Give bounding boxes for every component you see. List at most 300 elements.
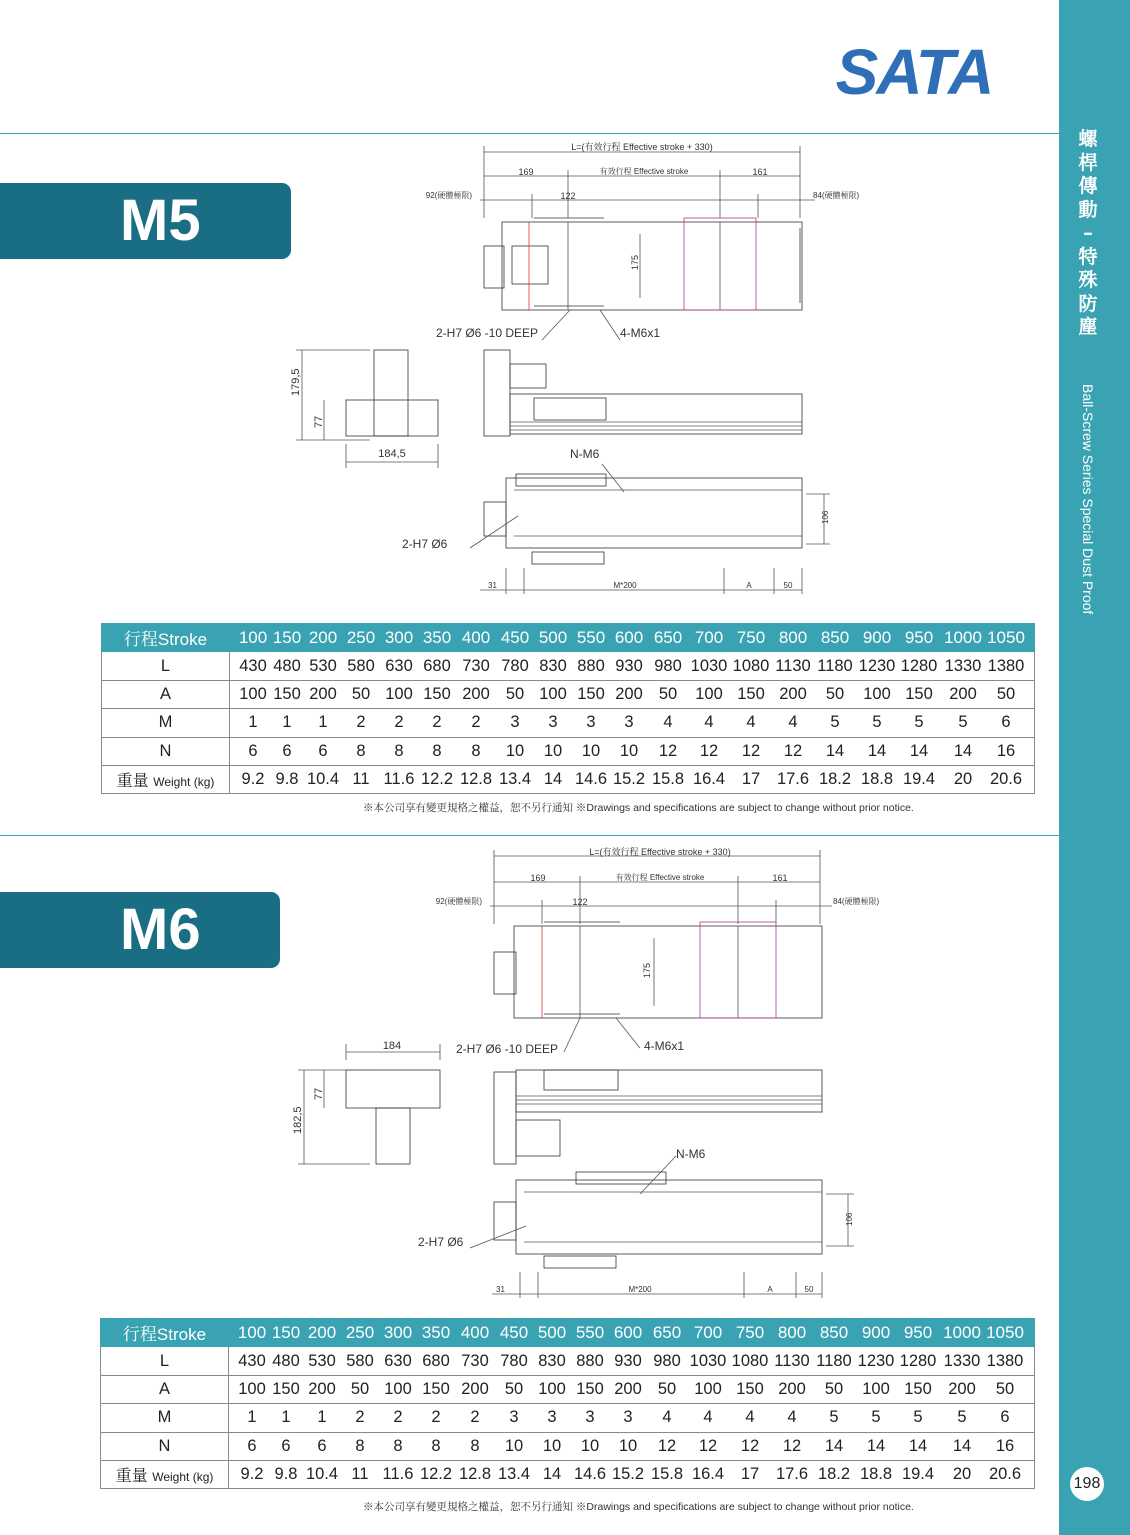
spec-cell: 1230 [857, 1351, 895, 1370]
spec-row-label: M [102, 709, 230, 737]
spec-cell: 3 [586, 713, 596, 732]
spec-cell: 6 [317, 1436, 327, 1455]
spec-cell: 200 [948, 1379, 976, 1398]
spec-cell: 20 [953, 770, 973, 789]
spec-cell: 12 [657, 1436, 677, 1455]
spec-cell: 400 [460, 1322, 490, 1342]
m5-dim-175: 175 [630, 254, 640, 270]
spec-row-weight [101, 1460, 1035, 1488]
spec-row-values [230, 680, 1035, 708]
stroke-label-en: Stroke [157, 630, 208, 650]
spec-row-label [102, 765, 230, 793]
spec-cell: 150 [273, 684, 301, 703]
m6-dim-m200: M*200 [628, 1285, 652, 1294]
spec-cell: 14.6 [574, 770, 608, 789]
spec-cell: 3 [585, 1408, 595, 1427]
spec-cell: 9.2 [241, 770, 265, 789]
spec-cell: 930 [614, 1351, 642, 1370]
spec-cell: 12.2 [420, 770, 454, 789]
spec-cell: 6 [248, 741, 258, 760]
spec-row-values [230, 709, 1035, 737]
spec-cell: 1130 [774, 1351, 810, 1370]
spec-cell: 19.4 [902, 770, 936, 789]
spec-cell: 16.4 [691, 1465, 725, 1484]
spec-cell: 100 [695, 684, 723, 703]
spec-row-m [101, 1404, 1035, 1432]
m6-overall-length-label: L=(有效行程 Effective stroke + 330) [589, 847, 731, 857]
spec-cell: 3 [510, 713, 520, 732]
spec-cell: 200 [949, 684, 977, 703]
spec-cell: 18.2 [817, 1465, 851, 1484]
spec-cell: 930 [615, 656, 643, 675]
spec-cell: 50 [657, 1379, 677, 1398]
sidebar-cn-char: 傳 [1078, 175, 1098, 197]
spec-cell: 12.2 [419, 1465, 453, 1484]
spec-cell: 5 [958, 713, 968, 732]
spec-cell: 14 [953, 741, 973, 760]
spec-row-n [101, 1432, 1035, 1460]
spec-cell: 10 [581, 741, 601, 760]
m6-spec-table [100, 1318, 1035, 1489]
spec-cell: 12 [782, 1436, 802, 1455]
spec-cell: 980 [653, 1351, 681, 1370]
spec-cell: 50 [504, 1379, 524, 1398]
spec-cell: 1380 [987, 656, 1025, 675]
spec-cell: 2 [470, 1408, 480, 1427]
spec-cell: 1 [281, 1408, 291, 1427]
spec-cell: 1030 [689, 1351, 727, 1370]
spec-cell: 8 [431, 1436, 441, 1455]
spec-cell: 14 [542, 1465, 562, 1484]
spec-cell: 12 [658, 741, 678, 760]
m6-notice: ※本公司享有變更規格之權益，恕不另行通知 ※Drawings and specifications are subject to change without prior notice. [363, 1501, 914, 1513]
spec-cell: 14 [866, 1436, 886, 1455]
spec-cell: 15.8 [650, 1465, 684, 1484]
section-divider-middle [0, 835, 1059, 836]
m6-n-holes-label: N-M6 [676, 1147, 706, 1161]
spec-cell: 2 [356, 713, 366, 732]
spec-cell: 300 [383, 1322, 413, 1342]
m5-dim-169: 169 [518, 167, 534, 177]
m6-pin-hole-label: 2-H7 Ø6 [418, 1235, 464, 1249]
spec-row-values [230, 652, 1035, 680]
m5-hard-limit-left: 92(硬體極限) [425, 191, 472, 200]
sidebar-cn-char: 桿 [1078, 151, 1098, 174]
spec-cell: 6 [282, 741, 292, 760]
spec-cell: 14 [908, 1436, 928, 1455]
spec-row-label: L [101, 1347, 229, 1375]
m5-overall-length-label: L=(有效行程 Effective stroke + 330) [571, 142, 713, 152]
spec-cell: 14 [867, 741, 887, 760]
spec-cell: 100 [237, 1322, 267, 1342]
spec-cell: 50 [658, 684, 678, 703]
spec-cell: 8 [393, 1436, 403, 1455]
m6-tap-holes-label: 4-M6x1 [644, 1039, 685, 1053]
spec-cell: 830 [539, 656, 567, 675]
spec-cell: 3 [509, 1408, 519, 1427]
spec-cell: 980 [654, 656, 682, 675]
spec-cell: 8 [356, 741, 366, 760]
spec-cell: 830 [538, 1351, 566, 1370]
spec-cell: 50 [351, 684, 371, 703]
m5-technical-drawing [280, 138, 880, 598]
m6-dim-169: 169 [530, 873, 546, 883]
spec-cell: 700 [694, 627, 724, 647]
spec-cell: 150 [271, 1322, 301, 1342]
spec-cell: 20 [952, 1465, 972, 1484]
spec-cell: 1330 [943, 1351, 981, 1370]
spec-cell: 200 [462, 684, 490, 703]
spec-cell: 8 [432, 741, 442, 760]
weight-label-en: Weight (kg) [153, 775, 215, 790]
spec-row-values [230, 624, 1035, 652]
spec-cell: 200 [778, 1379, 806, 1398]
spec-cell: 16.4 [692, 770, 726, 789]
spec-cell: 10 [619, 741, 639, 760]
spec-row-a [102, 680, 1035, 708]
m5-tap-holes-label: 4-M6x1 [620, 326, 661, 340]
spec-row-weight [102, 765, 1035, 793]
sidebar-cn-char: 螺 [1078, 128, 1098, 150]
spec-cell: 150 [576, 1379, 604, 1398]
spec-cell: 5 [913, 1408, 923, 1427]
m6-width-end: 184 [382, 1040, 402, 1052]
spec-cell: 480 [273, 656, 301, 675]
spec-cell: 650 [653, 627, 683, 647]
spec-cell: 1080 [731, 1351, 769, 1370]
spec-cell: 11.6 [383, 770, 415, 789]
spec-cell: 12 [698, 1436, 718, 1455]
spec-cell: 10 [505, 741, 525, 760]
spec-row-values [229, 1460, 1035, 1488]
stroke-label-cn: 行程 [123, 630, 158, 650]
spec-cell: 950 [904, 627, 934, 647]
m6-height-77: 77 [313, 1087, 325, 1100]
m5-dim-122: 122 [560, 191, 576, 201]
m5-notice: ※本公司享有變更規格之權益，恕不另行通知 ※Drawings and specifications are subject to change without prior notice. [363, 802, 914, 814]
stroke-label-en: Stroke [156, 1325, 207, 1345]
spec-cell: 1 [247, 1408, 257, 1427]
spec-cell: 500 [537, 1322, 567, 1342]
spec-cell: 850 [820, 627, 850, 647]
spec-cell: 2 [432, 713, 442, 732]
spec-cell: 14 [824, 1436, 844, 1455]
spec-cell: 630 [385, 656, 413, 675]
spec-cell: 9.8 [275, 770, 299, 789]
spec-cell: 600 [614, 627, 644, 647]
spec-row-label [101, 1460, 229, 1488]
spec-cell: 50 [825, 684, 845, 703]
spec-cell: 1280 [899, 1351, 937, 1370]
m5-spec-table [101, 623, 1035, 794]
sidebar-cn-char: 殊 [1078, 269, 1098, 291]
spec-cell: 19.4 [901, 1465, 935, 1484]
model-tab-m5: M5 [0, 183, 291, 259]
spec-cell: 800 [777, 1322, 807, 1342]
spec-cell: 10 [543, 741, 563, 760]
spec-cell: 1050 [987, 627, 1025, 647]
spec-cell: 4 [703, 1408, 713, 1427]
spec-row-label: A [101, 1375, 229, 1403]
spec-cell: 200 [461, 1379, 489, 1398]
svg-text:SATA: SATA [835, 38, 993, 100]
spec-cell: 800 [778, 627, 808, 647]
spec-cell: 17.6 [776, 770, 810, 789]
spec-cell: 10 [580, 1436, 600, 1455]
spec-cell: 8 [470, 1436, 480, 1455]
m5-n-holes-label: N-M6 [570, 447, 600, 461]
sidebar-cn-char: 防 [1078, 292, 1098, 315]
m5-dim-106: 106 [821, 510, 830, 524]
spec-cell: 880 [577, 656, 605, 675]
spec-cell: 100 [538, 1379, 566, 1398]
spec-row-values [229, 1347, 1035, 1375]
weight-label-en: Weight (kg) [152, 1470, 214, 1485]
spec-cell: 480 [272, 1351, 300, 1370]
spec-cell: 5 [914, 713, 924, 732]
spec-cell: 950 [903, 1322, 933, 1342]
spec-cell: 1030 [690, 656, 728, 675]
spec-row-values [230, 737, 1035, 765]
spec-cell: 5 [872, 713, 882, 732]
spec-row-m [102, 709, 1035, 737]
spec-cell: 6 [281, 1436, 291, 1455]
spec-cell: 18.8 [859, 1465, 893, 1484]
spec-cell: 11.6 [382, 1465, 414, 1484]
spec-row-values [229, 1432, 1035, 1460]
spec-cell: 11 [352, 770, 370, 789]
spec-cell: 5 [957, 1408, 967, 1427]
spec-cell: 16 [995, 1436, 1015, 1455]
m6-technical-drawing [280, 842, 880, 1302]
spec-cell: 6 [247, 1436, 257, 1455]
spec-cell: 580 [347, 656, 375, 675]
spec-cell: 12 [699, 741, 719, 760]
m6-effective-stroke-label: 有效行程 Effective stroke [615, 873, 705, 882]
spec-cell: 12 [783, 741, 803, 760]
spec-cell: 4 [745, 1408, 755, 1427]
spec-cell: 750 [736, 627, 766, 647]
spec-cell: 1000 [944, 627, 982, 647]
spec-cell: 9.8 [274, 1465, 298, 1484]
spec-row-values [229, 1404, 1035, 1432]
spec-cell: 18.2 [818, 770, 852, 789]
spec-cell: 100 [238, 627, 268, 647]
m6-hard-limit-left: 92(硬體極限) [435, 897, 482, 906]
spec-cell: 13.4 [497, 1465, 531, 1484]
spec-cell: 680 [423, 656, 451, 675]
sidebar-cn-char: 特 [1078, 245, 1098, 268]
spec-cell: 50 [996, 684, 1016, 703]
spec-cell: 200 [615, 684, 643, 703]
m5-dim-161: 161 [752, 167, 768, 177]
m6-dim-161: 161 [772, 873, 788, 883]
spec-cell: 15.2 [612, 770, 646, 789]
spec-cell: 100 [239, 684, 267, 703]
spec-cell: 17 [741, 770, 761, 789]
spec-cell: 2 [394, 713, 404, 732]
spec-cell: 150 [905, 684, 933, 703]
section-divider-top [0, 133, 1059, 134]
m6-dim-175: 175 [642, 962, 652, 978]
m6-dim-50: 50 [804, 1285, 814, 1294]
spec-cell: 1280 [900, 656, 938, 675]
spec-row-l [101, 1347, 1035, 1375]
m5-dim-a: A [746, 581, 752, 590]
spec-cell: 14 [543, 770, 563, 789]
m5-dim-50: 50 [783, 581, 793, 590]
spec-cell: 14.6 [573, 1465, 607, 1484]
spec-cell: 13.4 [498, 770, 532, 789]
spec-cell: 20.6 [989, 770, 1023, 789]
sidebar-cn-char: 動 [1078, 198, 1098, 221]
m6-height-total: 182,5 [292, 1106, 304, 1134]
spec-row-a [101, 1375, 1035, 1403]
spec-cell: 200 [614, 1379, 642, 1398]
spec-cell: 430 [239, 656, 267, 675]
spec-cell: 14 [825, 741, 845, 760]
spec-cell: 250 [346, 627, 376, 647]
spec-cell: 150 [422, 1379, 450, 1398]
spec-cell: 17.6 [775, 1465, 809, 1484]
spec-cell: 730 [461, 1351, 489, 1370]
spec-cell: 15.2 [611, 1465, 645, 1484]
m5-effective-stroke-label: 有效行程 Effective stroke [599, 167, 689, 176]
spec-cell: 2 [355, 1408, 365, 1427]
spec-cell: 400 [461, 627, 491, 647]
spec-cell: 100 [862, 1379, 890, 1398]
weight-label-cn: 重量 [115, 1468, 148, 1486]
spec-cell: 900 [861, 1322, 891, 1342]
spec-cell: 1130 [775, 656, 811, 675]
spec-row-values [229, 1319, 1035, 1347]
spec-cell: 530 [309, 656, 337, 675]
m5-dim-31: 31 [488, 581, 497, 590]
spec-row-stroke [101, 1319, 1035, 1347]
spec-row-label: M [101, 1404, 229, 1432]
spec-cell: 700 [693, 1322, 723, 1342]
spec-cell: 50 [824, 1379, 844, 1398]
spec-cell: 4 [787, 1408, 797, 1427]
spec-cell: 100 [238, 1379, 266, 1398]
spec-row-label [101, 1319, 229, 1347]
spec-cell: 15.8 [651, 770, 685, 789]
spec-cell: 1380 [986, 1351, 1024, 1370]
spec-cell: 2 [431, 1408, 441, 1427]
spec-cell: 850 [819, 1322, 849, 1342]
spec-cell: 3 [623, 1408, 633, 1427]
spec-cell: 50 [505, 684, 525, 703]
sidebar-cn-char: – [1083, 222, 1093, 244]
spec-cell: 100 [863, 684, 891, 703]
sidebar-category-en: Ball-Screw Series Special Dust Proof [1080, 384, 1096, 615]
spec-cell: 4 [788, 713, 798, 732]
spec-cell: 14 [909, 741, 929, 760]
spec-cell: 6 [1001, 713, 1011, 732]
spec-cell: 12.8 [459, 770, 493, 789]
spec-row-label: N [101, 1432, 229, 1460]
spec-cell: 680 [422, 1351, 450, 1370]
spec-cell: 150 [272, 627, 302, 647]
m6-pin-hole-deep-label: 2-H7 Ø6 -10 DEEP [456, 1042, 559, 1056]
spec-cell: 650 [652, 1322, 682, 1342]
spec-cell: 350 [422, 627, 452, 647]
spec-cell: 150 [904, 1379, 932, 1398]
spec-cell: 200 [308, 627, 338, 647]
spec-row-stroke [102, 624, 1035, 652]
spec-row-label: L [102, 652, 230, 680]
spec-cell: 100 [385, 684, 413, 703]
spec-cell: 10 [504, 1436, 524, 1455]
spec-cell: 150 [423, 684, 451, 703]
spec-cell: 14 [952, 1436, 972, 1455]
spec-cell: 100 [384, 1379, 412, 1398]
m6-dim-106: 106 [845, 1212, 854, 1226]
spec-cell: 1330 [944, 656, 982, 675]
spec-cell: 18.8 [860, 770, 894, 789]
spec-cell: 50 [350, 1379, 370, 1398]
spec-row-l [102, 652, 1035, 680]
spec-cell: 1230 [858, 656, 896, 675]
m5-pin-hole-deep-label: 2-H7 Ø6 -10 DEEP [436, 326, 539, 340]
m5-dim-m200: M*200 [613, 581, 637, 590]
spec-cell: 1180 [816, 1351, 852, 1370]
spec-cell: 4 [746, 713, 756, 732]
spec-cell: 3 [547, 1408, 557, 1427]
spec-cell: 10 [542, 1436, 562, 1455]
m6-dim-31: 31 [496, 1285, 505, 1294]
m5-width-end: 184,5 [378, 448, 406, 460]
spec-cell: 150 [577, 684, 605, 703]
spec-row-n [102, 737, 1035, 765]
spec-cell: 150 [272, 1379, 300, 1398]
spec-row-label [102, 624, 230, 652]
spec-cell: 6 [1000, 1408, 1010, 1427]
spec-cell: 530 [308, 1351, 336, 1370]
spec-cell: 500 [538, 627, 568, 647]
spec-cell: 2 [393, 1408, 403, 1427]
spec-cell: 1 [282, 713, 292, 732]
spec-cell: 16 [996, 741, 1016, 760]
m5-hard-limit-right: 84(硬體極限) [813, 191, 860, 200]
m5-height-total: 179,5 [290, 368, 302, 396]
spec-cell: 100 [539, 684, 567, 703]
model-tab-m6: M6 [0, 892, 280, 968]
spec-cell: 430 [238, 1351, 266, 1370]
spec-cell: 730 [462, 656, 490, 675]
spec-cell: 550 [575, 1322, 605, 1342]
spec-cell: 4 [663, 713, 673, 732]
spec-cell: 20.6 [988, 1465, 1022, 1484]
spec-cell: 100 [694, 1379, 722, 1398]
m6-dim-122: 122 [572, 897, 588, 907]
spec-cell: 1180 [817, 656, 853, 675]
spec-cell: 150 [737, 684, 765, 703]
spec-row-label: A [102, 680, 230, 708]
spec-cell: 8 [355, 1436, 365, 1455]
m6-hard-limit-right: 84(硬體極限) [833, 897, 880, 906]
spec-row-label: N [102, 737, 230, 765]
spec-cell: 9.2 [240, 1465, 264, 1484]
spec-cell: 1000 [943, 1322, 981, 1342]
spec-cell: 3 [548, 713, 558, 732]
spec-cell: 8 [471, 741, 481, 760]
stroke-label-cn: 行程 [122, 1325, 157, 1345]
spec-cell: 200 [308, 1379, 336, 1398]
sidebar-category-cn [1066, 128, 1110, 340]
spec-cell: 150 [736, 1379, 764, 1398]
spec-cell: 50 [995, 1379, 1015, 1398]
